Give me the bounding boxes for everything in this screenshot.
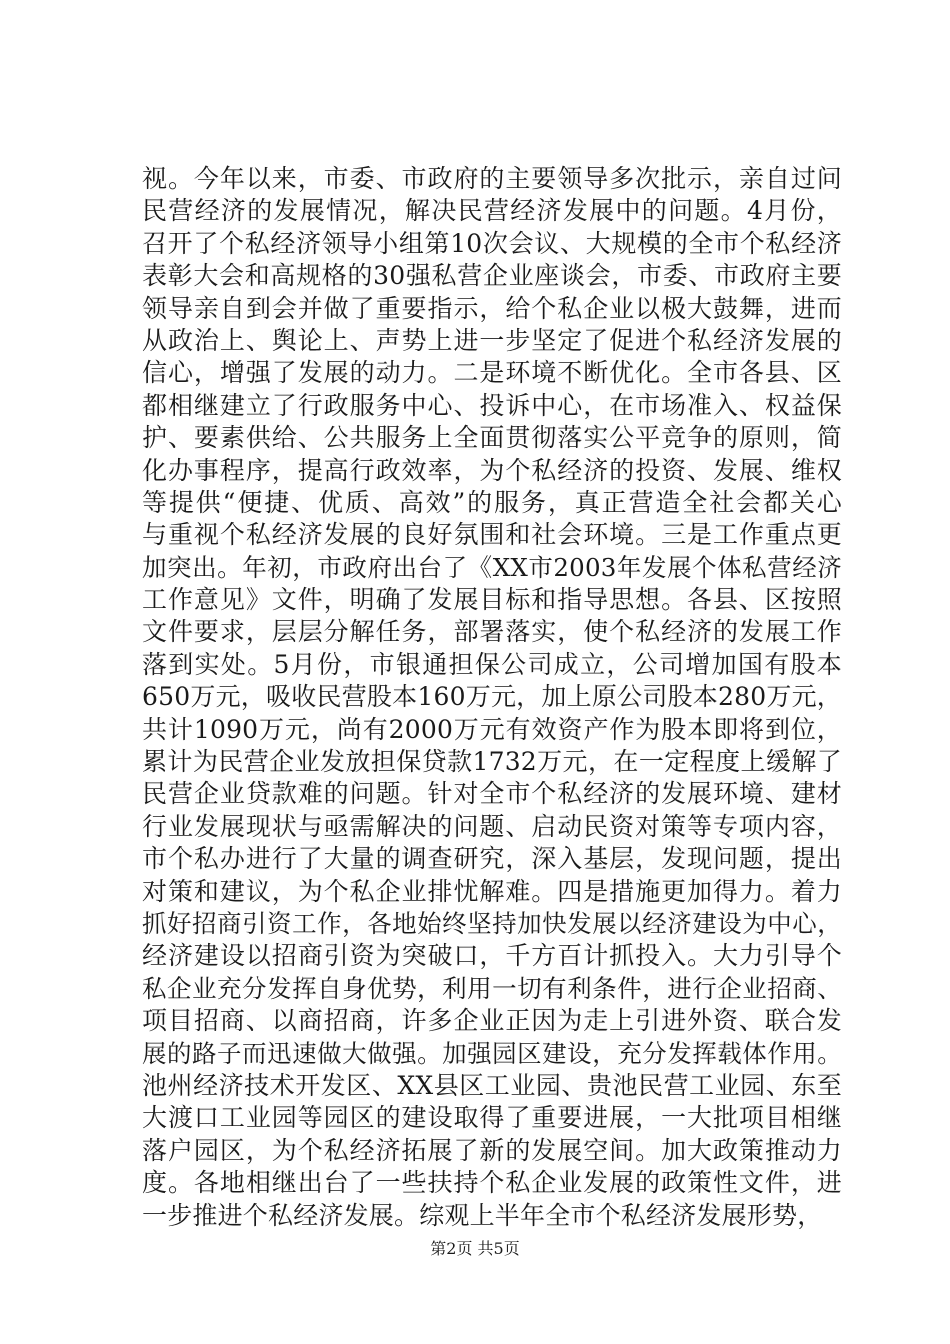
text-line: 与重视个私经济发展的良好氛围和社会环境。三是工作重点更 [142,520,842,550]
text-line: 文件要求，层层分解任务，部署落实，使个私经济的发展工作 [142,617,842,647]
text-line: 民营企业贷款难的问题。针对全市个私经济的发展环境、建材 [142,779,842,809]
text-line: 累计为民营企业发放担保贷款1732万元，在一定程度上缓解了 [142,747,842,777]
text-line: 650万元，吸收民营股本160万元，加上原公司股本280万元， [142,682,842,712]
text-line: 项目招商、以商招商，许多企业正因为走上引进外资、联合发 [142,1006,842,1036]
text-line: 表彰大会和高规格的30强私营企业座谈会，市委、市政府主要 [142,261,842,291]
text-line: 私企业充分发挥自身优势，利用一切有利条件，进行企业招商、 [142,973,842,1003]
text-line: 对策和建议，为个私企业排忧解难。四是措施更加得力。着力 [142,876,842,906]
body-paragraph [142,163,842,1232]
text-line: 度。各地相继出台了一些扶持个私企业发展的政策性文件，进 [142,1168,842,1198]
page-number-footer: 第2页 共5页 [430,1239,520,1258]
text-line: 抓好招商引资工作，各地始终坚持加快发展以经济建设为中心， [142,908,842,938]
text-line: 信心，增强了发展的动力。二是环境不断优化。全市各县、区 [142,358,842,388]
text-line: 民营经济的发展情况，解决民营经济发展中的问题。4月份， [142,196,842,226]
text-line: 经济建设以招商引资为突破口，千方百计抓投入。大力引导个 [142,941,842,971]
text-line: 池州经济技术开发区、XX县区工业园、贵池民营工业园、东至 [142,1070,842,1100]
text-line: 工作意见》文件，明确了发展目标和指导思想。各县、区按照 [142,585,842,615]
text-line: 落户园区，为个私经济拓展了新的发展空间。加大政策推动力 [142,1135,842,1165]
text-line: 落到实处。5月份，市银通担保公司成立，公司增加国有股本 [142,649,842,679]
text-line: 视。今年以来，市委、市政府的主要领导多次批示，亲自过问 [142,164,842,193]
text-line: 展的路子而迅速做大做强。加强园区建设，充分发挥载体作用。 [142,1038,842,1068]
text-line: 大渡口工业园等园区的建设取得了重要进展，一大批项目相继 [142,1103,842,1133]
text-line: 护、要素供给、公共服务上全面贯彻落实公平竞争的原则，简 [142,423,842,453]
text-line: 化办事程序，提高行政效率，为个私经济的投资、发展、维权 [142,455,842,485]
text-line: 等提供“便捷、优质、高效”的服务，真正营造全社会都关心 [142,487,842,517]
text-line: 共计1090万元，尚有2000万元有效资产作为股本即将到位， [142,714,842,744]
text-line: 市个私办进行了大量的调查研究，深入基层，发现问题，提出 [142,844,842,874]
text-line: 加突出。年初，市政府出台了《XX市2003年发展个体私营经济 [142,552,842,582]
text-line: 一步推进个私经济发展。综观上半年全市个私经济发展形势， [142,1200,823,1230]
text-line: 召开了个私经济领导小组第10次会议、大规模的全市个私经济 [142,228,842,258]
text-line: 都相继建立了行政服务中心、投诉中心，在市场准入、权益保 [142,390,842,420]
text-line: 行业发展现状与亟需解决的问题、启动民资对策等专项内容， [142,811,842,841]
text-line: 从政治上、舆论上、声势上进一步坚定了促进个私经济发展的 [142,325,842,355]
text-line: 领导亲自到会并做了重要指示，给个私企业以极大鼓舞，进而 [142,293,842,323]
